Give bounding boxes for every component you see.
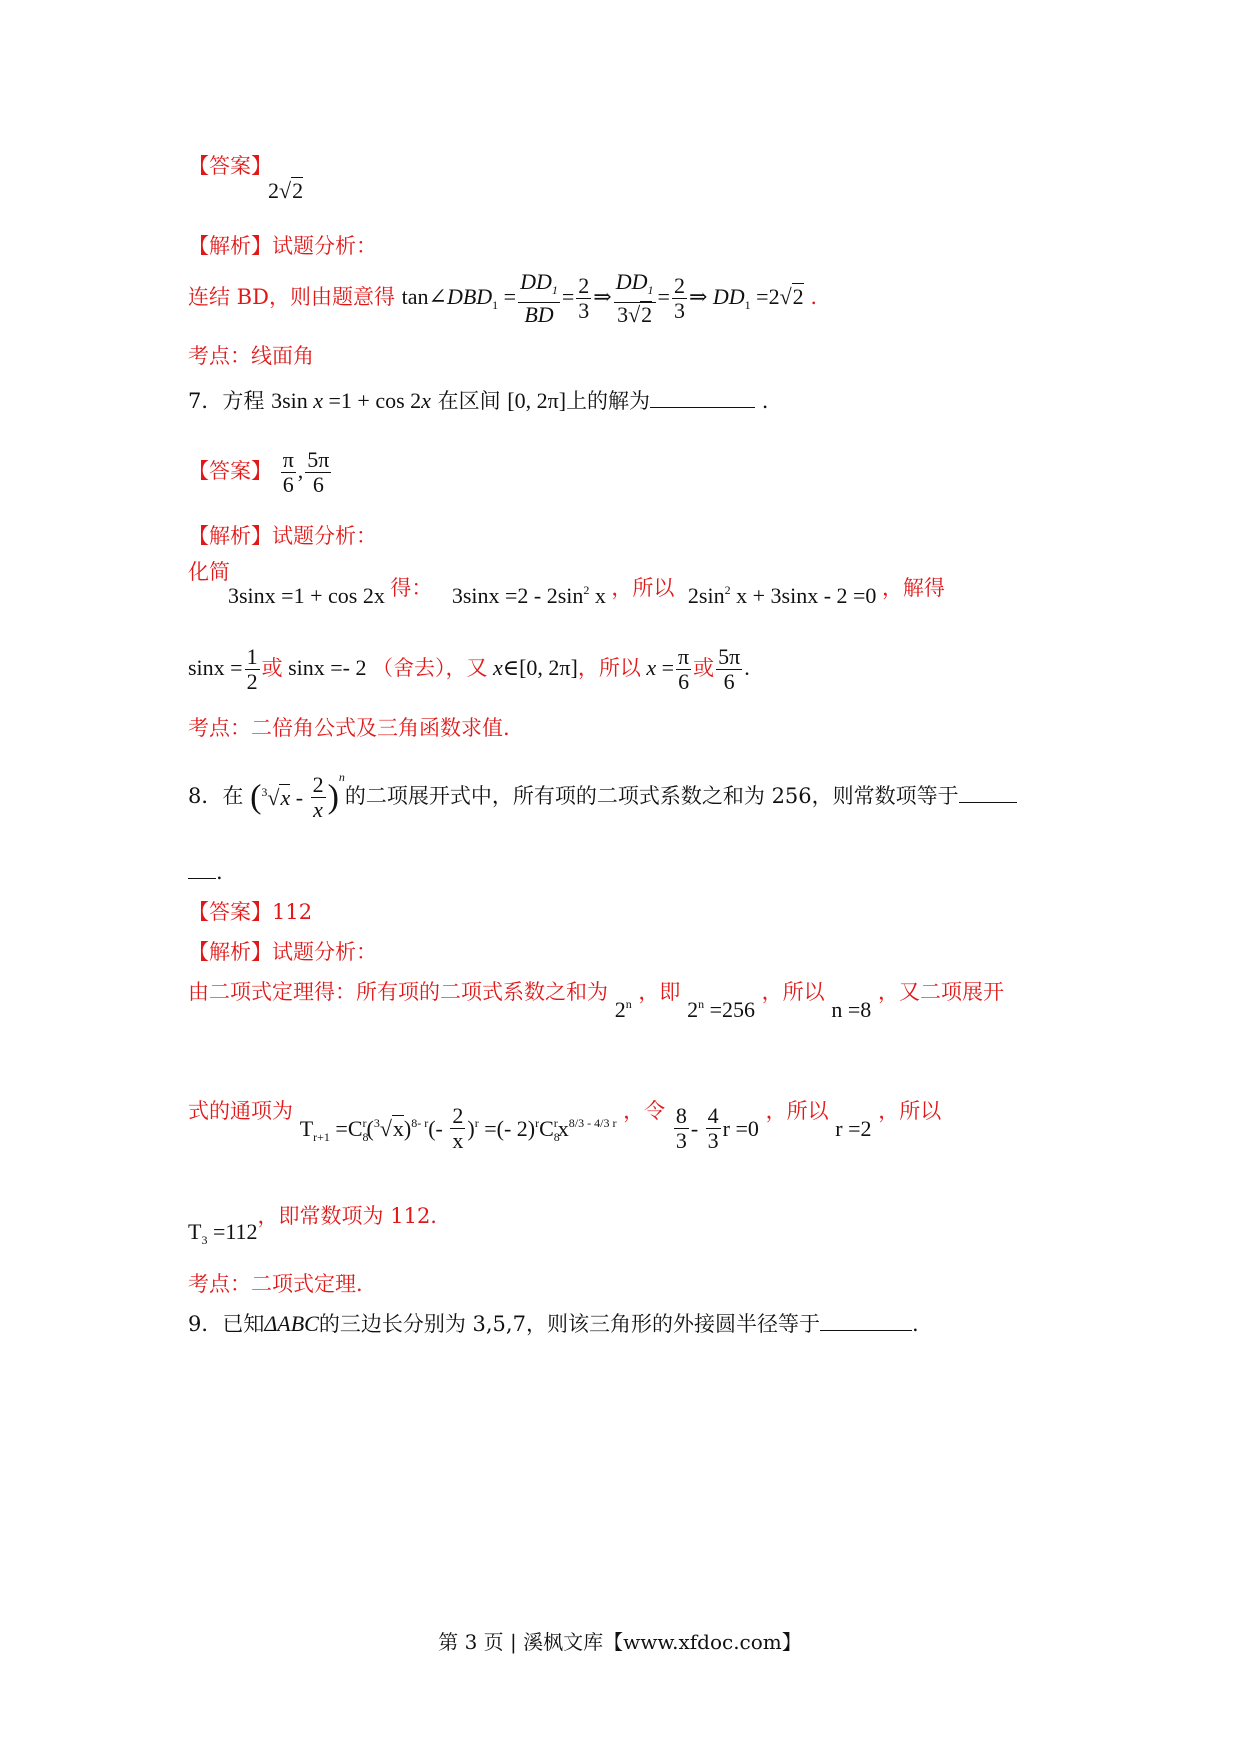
q9-number: 9． — [188, 1312, 223, 1336]
q8-stem-end: . — [216, 860, 223, 884]
q7-discard: （舍去），又 — [372, 656, 488, 680]
analysis-intro: 试题分析： — [272, 940, 377, 964]
q8-line3: $T_3 =112$，即常数项为 112. — [188, 1204, 437, 1247]
analysis-intro: 试题分析： — [272, 524, 377, 548]
q7-so1: ，所以 — [611, 576, 675, 600]
q7-number: 7． — [188, 389, 223, 413]
q8-stem-b: 的二项展开式中，所有项的二项式系数之和为 256，则常数项等于 — [344, 784, 959, 808]
q9-triangle: ΔABC — [264, 1311, 319, 1336]
q9-stem — [188, 1308, 919, 1338]
answer-label: 【答案】 — [188, 459, 272, 483]
q8-line1-text: 由二项式定理得：所有项的二项式系数之和为 — [188, 980, 608, 1004]
q7-or2: 或 — [693, 656, 715, 680]
q7-interval: [0, 2π] — [507, 388, 567, 413]
q8-kaodian-text: 二项式定理. — [251, 1272, 363, 1296]
analysis-label: 【解析】 — [188, 940, 272, 964]
q8-comma-ji: ，即 — [638, 980, 681, 1004]
q7-stem-end: . — [761, 389, 769, 413]
analysis-label: 【解析】 — [188, 234, 272, 258]
q7-answer-blank — [650, 389, 755, 408]
q6-answer-value: 2√2 — [268, 178, 304, 203]
analysis-intro: 试题分析： — [272, 234, 377, 258]
q7-stem-a: 方程 — [222, 389, 265, 413]
q8-so1: ，所以 — [761, 980, 825, 1004]
q8-again: ，又二项展开 — [877, 980, 1004, 1004]
q9-stem-b: 的三边长分别为 3,5,7，则该三角形的外接圆半径等于 — [318, 1312, 820, 1336]
q7-or1: 或 — [261, 656, 283, 680]
q8-line2: 式的通项为 $T_{r+1} =C_8^r(^3√x)^{8- r}(-$ $\frac{2}{x}$ )$^r$ =(- $2)^rC_8^rx^{8/3 - 4/3 r}$ ，令 $\frac{8}{3}$ - $\frac{4}{3}$ r =0 ，所以 r =2 ，所以 — [188, 1099, 942, 1153]
q8-answer-blank — [959, 784, 1017, 803]
q8-stem-cont — [188, 860, 223, 884]
q8-so3: ，所以 — [878, 1099, 942, 1123]
analysis-label: 【解析】 — [188, 524, 272, 548]
q7-stem-b: 在区间 — [437, 389, 501, 413]
q6-answer-row — [188, 150, 272, 180]
q8-answer-row — [188, 896, 312, 926]
q8-line2-text: 式的通项为 — [188, 1099, 293, 1123]
q7-simplify-row — [188, 556, 230, 586]
q7-equation: 3sin x =1 + cos 2x — [271, 388, 431, 413]
q8-analysis-row — [188, 936, 377, 966]
q6-kaodian-text: 线面角 — [251, 344, 314, 368]
q9-stem-end: . — [911, 1312, 919, 1336]
q7-simplify-formula: 3sinx =1 + cos 2x 得： $3\sin x =2 - 2\sin^2$ x ，所以 $2\sin^2$ x + 3sinx - 2 =0 ，解得 — [228, 576, 945, 608]
q8-number: 8． — [188, 784, 223, 808]
q7-stem-c: 上的解为 — [566, 389, 651, 413]
q6-analysis-row — [188, 230, 377, 260]
q9-answer-blank — [820, 1312, 912, 1331]
q7-get: 得： — [390, 576, 433, 600]
q7-solve: ，解得 — [881, 576, 945, 600]
q6-analysis-prefix: 连结 BD，则由题意得 — [188, 285, 395, 309]
answer-label: 【答案】 — [188, 900, 272, 924]
kaodian-label: 考点： — [188, 1272, 251, 1296]
q8-answer-blank-cont — [188, 860, 216, 879]
q7-solution-row: sinx = $\frac{1}{2}$ 或 sinx =- 2 （舍去），又 x∈[0, 2π]，所以 x = $\frac{\pi}{6}$ 或 $\frac{5\pi}{6}$ . — [188, 644, 750, 694]
q7-kaodian — [188, 712, 510, 742]
kaodian-label: 考点： — [188, 344, 251, 368]
q9-stem-a: 已知 — [222, 1312, 265, 1336]
q8-stem: 8．在 ($^3$√x - $\frac{2}{x}$ )$^n$的二项展开式中，所有项的二项式系数之和为 256，则常数项等于 — [188, 770, 1017, 822]
q7-simplify: 化简 — [188, 560, 230, 584]
q7-answer-row: 【答案】 $\frac{\pi}{6}$ , $\frac{5\pi}{6}$ — [188, 447, 330, 497]
q6-kaodian — [188, 340, 314, 370]
q8-so2: ，所以 — [765, 1099, 829, 1123]
kaodian-label: 考点： — [188, 716, 251, 740]
q6-analysis-formula: 连结 BD，则由题意得 $\tan\angle DBD_1$ = $\frac{DD_1}{BD}$ = $\frac{2}{3}$ ⇒ $\frac{DD_1}{3√2}$ = $\frac{2}{3}$ ⇒ $DD_1 =2√2$ . — [188, 269, 818, 327]
q8-line1: 由二项式定理得：所有项的二项式系数之和为 2$^n$ ，即 $2^n =256$ ，所以 n =8 ，又二项展开 — [188, 980, 1004, 1022]
page-footer: 第 3 页 | 溪枫文库【www.xfdoc.com】 — [438, 1630, 802, 1654]
q8-stem-a: 在 — [222, 784, 244, 808]
q8-answer: 112 — [272, 900, 313, 924]
q8-conclude: ，即常数项为 112. — [257, 1204, 437, 1228]
q8-ling: ，令 — [623, 1099, 666, 1123]
q7-so2: ，所以 — [577, 656, 641, 680]
q7-analysis-row — [188, 520, 377, 550]
q7-kaodian-text: 二倍角公式及三角函数求值. — [251, 716, 510, 740]
answer-label: 【答案】 — [188, 154, 272, 178]
q7-stem — [188, 385, 768, 415]
q8-kaodian — [188, 1268, 363, 1298]
